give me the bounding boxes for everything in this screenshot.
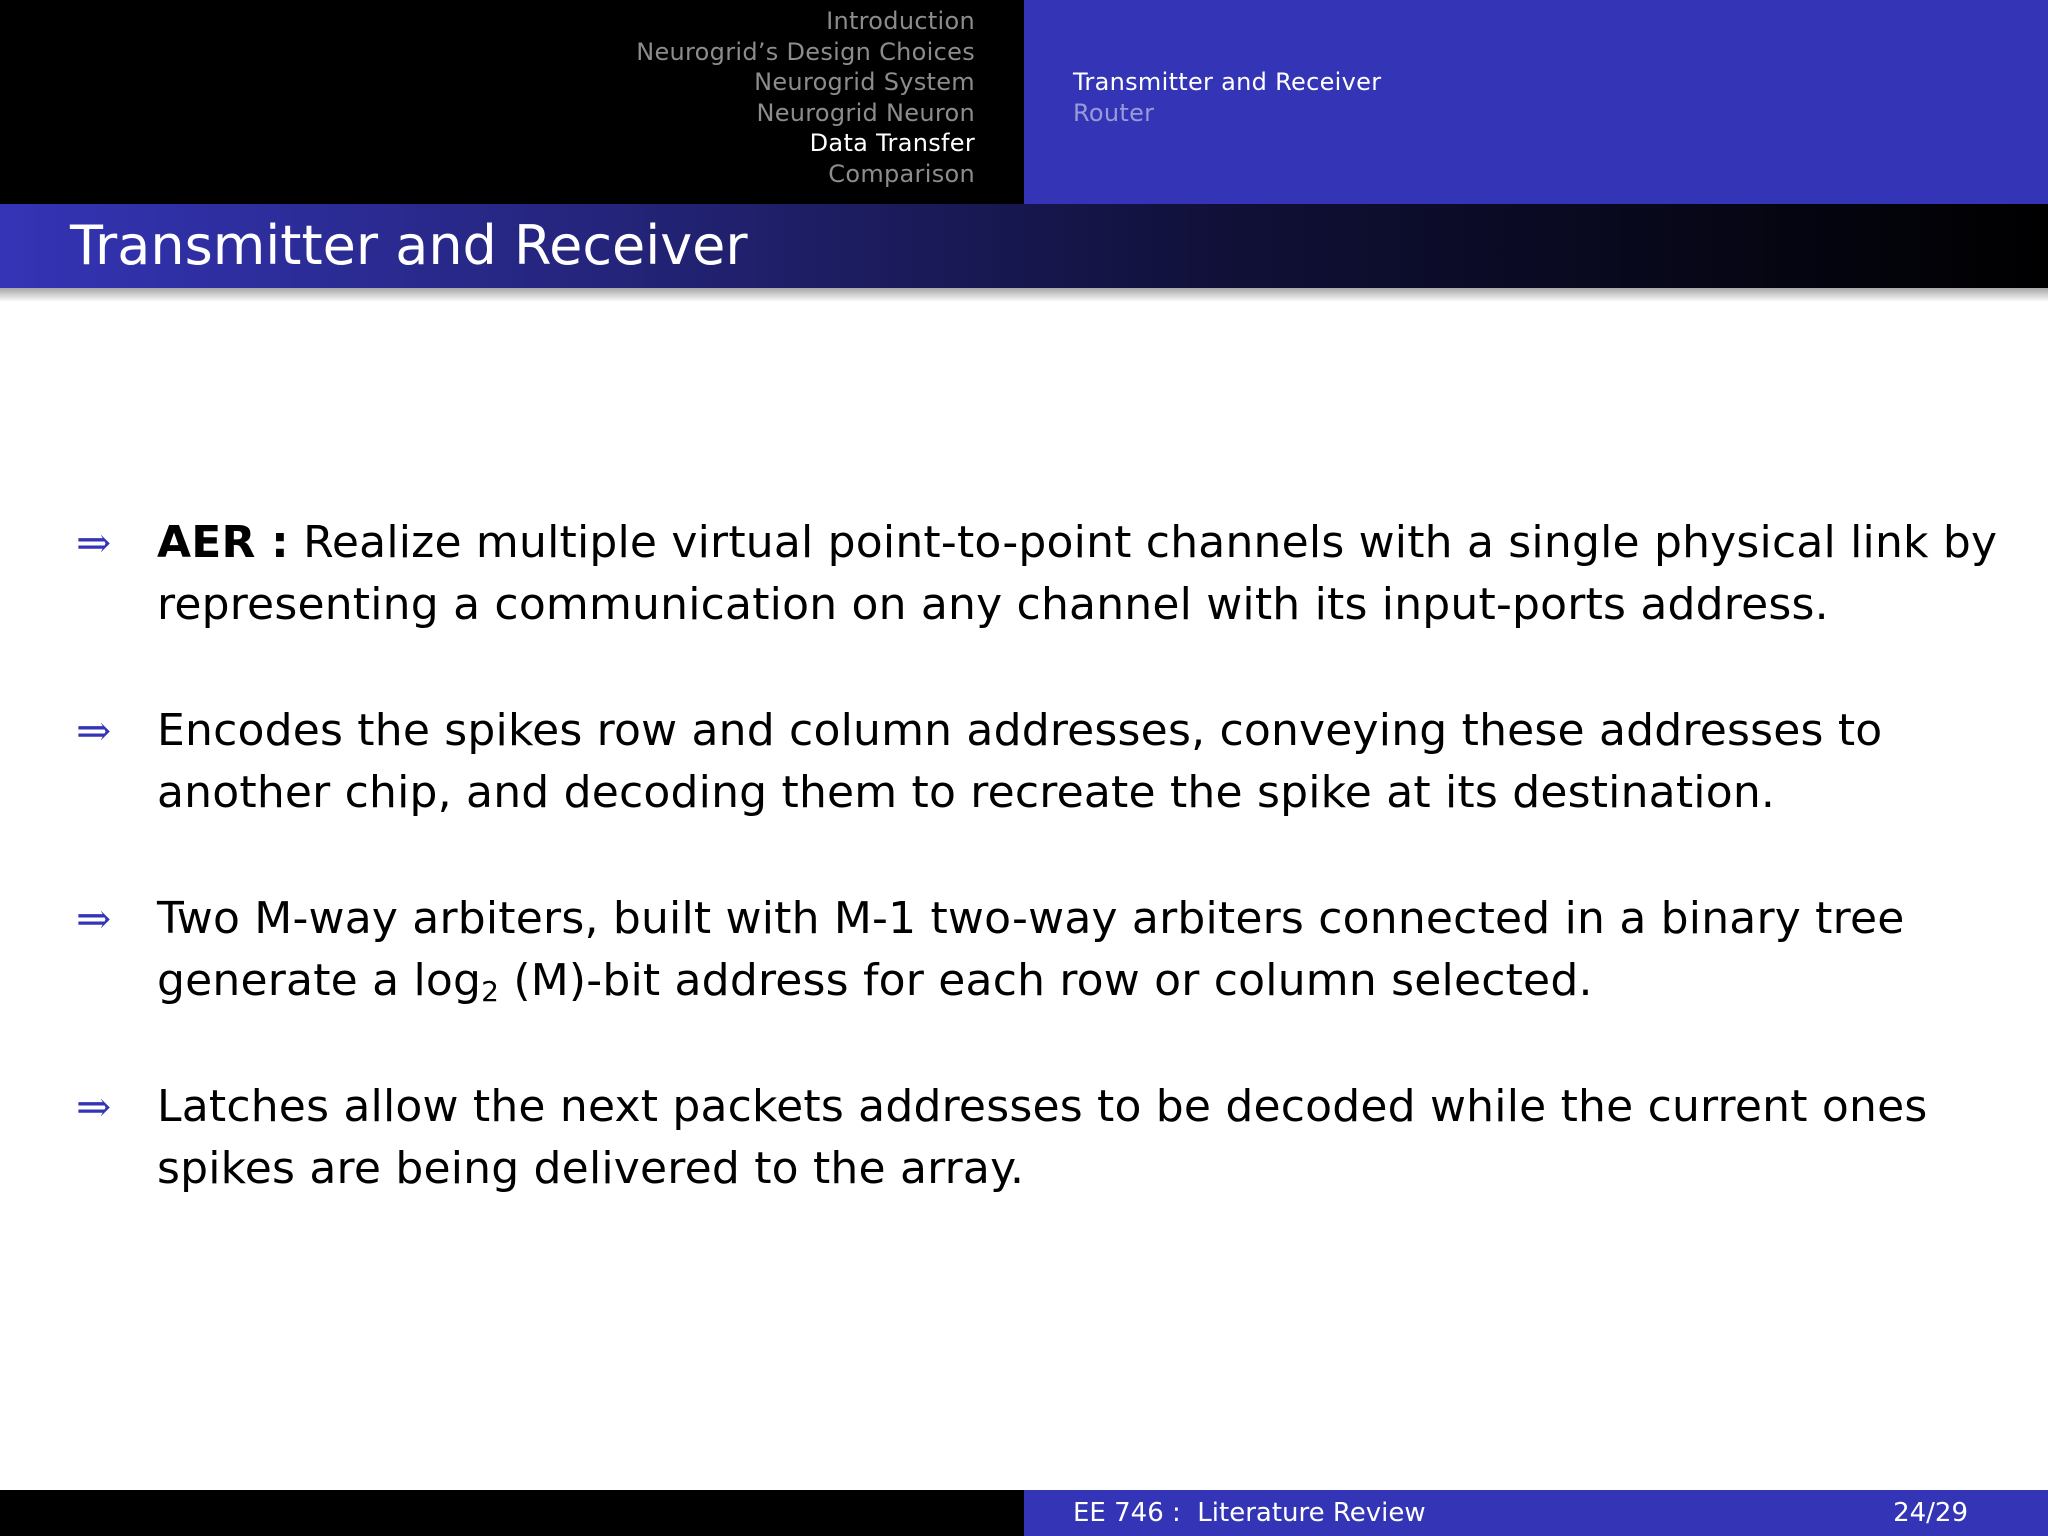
implies-arrow-icon: ⇒ <box>76 1082 112 1131</box>
nav-section-introduction[interactable]: Introduction <box>826 7 975 35</box>
footer-left-bar <box>0 1490 1024 1536</box>
footer-title: EE 746 : Literature Review <box>1073 1498 1426 1528</box>
bullet-text <box>157 888 2007 1012</box>
nav-section-design-choices[interactable]: Neurogrid’s Design Choices <box>636 37 975 66</box>
bullet-text: Latches allow the next packets addresses to be decoded while the current ones spikes are being delivered to the array. <box>157 1081 1928 1194</box>
implies-arrow-icon: ⇒ <box>76 894 112 943</box>
header-navigation <box>0 0 2048 204</box>
bullet-keyword: AER : <box>157 517 289 568</box>
title-shadow <box>0 288 2048 302</box>
implies-arrow-icon: ⇒ <box>76 518 112 567</box>
bullet-body-end: (M)-bit address for each row or column selected. <box>499 955 1593 1006</box>
subscript: 2 <box>481 975 500 1008</box>
footer <box>0 1490 2048 1536</box>
bullet-body: Realize multiple virtual point-to-point channels with a single physical link by representing a communication on any channel with its input-ports address. <box>157 517 1998 630</box>
bullet-body: Two M-way arbiters, built with M-1 two-way arbiters connected in a binary tree generate a log <box>157 893 1905 1006</box>
bullet-text: Encodes the spikes row and column addresses, conveying these addresses to another chip, and decoding them to recreate the spike at its destination. <box>157 705 1883 818</box>
nav-subsection-router[interactable]: Router <box>1073 98 1155 127</box>
nav-section-comparison[interactable]: Comparison <box>828 159 975 188</box>
bullet-text <box>157 512 2007 636</box>
page-number: 24/29 <box>1893 1498 1968 1528</box>
footer-right-bar <box>1024 1490 2048 1536</box>
frame-title-bar <box>0 204 2048 288</box>
nav-section-neurogrid-system[interactable]: Neurogrid System <box>754 68 975 96</box>
nav-section-neurogrid-neuron[interactable]: Neurogrid Neuron <box>756 98 975 127</box>
frame-title: Transmitter and Receiver <box>70 214 748 277</box>
implies-arrow-icon: ⇒ <box>76 706 112 755</box>
subsection-navigation <box>1024 0 2048 204</box>
nav-section-data-transfer[interactable]: Data Transfer <box>809 129 975 157</box>
nav-subsection-transmitter-receiver[interactable]: Transmitter and Receiver <box>1073 68 1382 96</box>
section-navigation <box>0 0 1024 204</box>
